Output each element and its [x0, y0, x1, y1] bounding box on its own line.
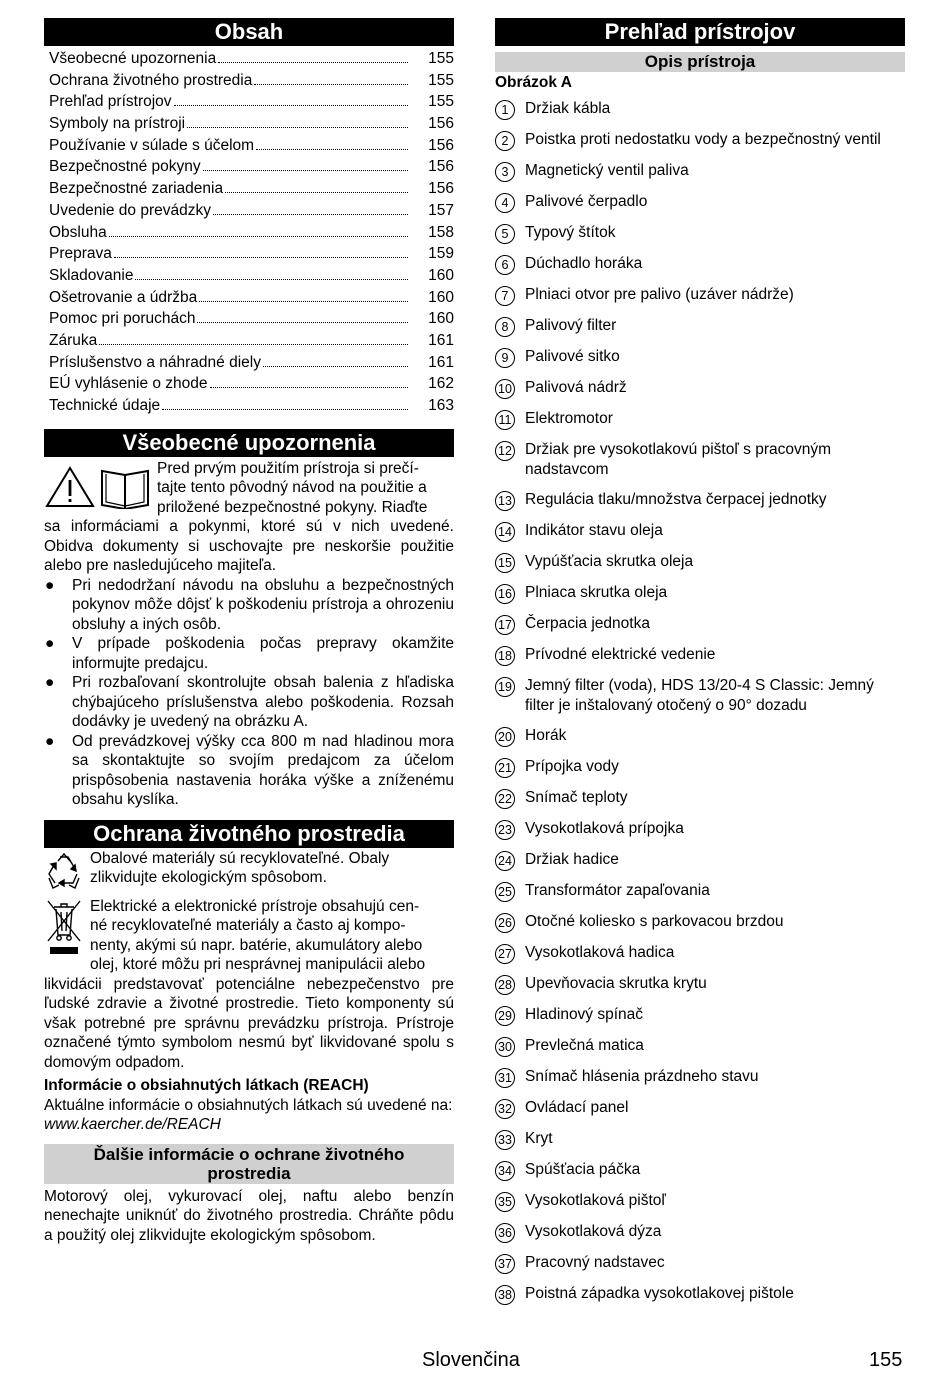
component-item	[495, 347, 905, 368]
toc-item-page: 163	[428, 397, 454, 414]
component-number-badge: 3	[495, 162, 515, 182]
footer-page-number: 155	[869, 1349, 903, 1371]
environment-subheading-line-2: prostredia	[207, 1163, 291, 1183]
component-number-badge: 34	[495, 1161, 515, 1181]
bullet-text: Od prevádzkovej výšky cca 800 m nad hladinou mora sa skontaktujte so svojím predajcom za účelom prispôsobenia nastavenia horáka výške a zníženému obsahu kyslíka.	[72, 732, 454, 809]
weee-line-3: nenty, akými sú napr. batérie, akumulátory alebo	[90, 936, 423, 954]
weee-crossed-bin-icon	[44, 897, 84, 957]
component-label: Elektromotor	[525, 409, 613, 427]
environment-recycle-text: Obalové materiály sú recyklovateľné. Obaly zlikvidujte ekologickým spôsobom.	[90, 849, 390, 887]
general-intro-line-1: Pred prvým použitím prístroja si prečí-	[157, 459, 419, 477]
toc-item-label: EÚ vyhlásenie o zhode	[49, 375, 208, 393]
component-item	[495, 583, 905, 604]
reach-text: Aktuálne informácie o obsiahnutých látkach sú uvedené na:	[44, 1096, 453, 1114]
component-item	[495, 490, 905, 511]
toc-item[interactable]	[44, 224, 454, 246]
manual-book-icon	[102, 471, 148, 509]
component-label: Držiak pre vysokotlakovú pištoľ s pracovným nadstavcom	[525, 440, 832, 478]
component-item	[495, 316, 905, 337]
component-item	[495, 1284, 905, 1305]
toc-item-page: 160	[428, 310, 454, 328]
toc-item[interactable]	[44, 245, 454, 267]
recycle-icon	[44, 852, 84, 890]
toc-leader-dots	[256, 149, 408, 150]
toc-leader-dots	[203, 170, 408, 171]
toc-item-label: Symboly na prístroji	[49, 115, 186, 133]
toc-item[interactable]	[44, 72, 454, 94]
toc-leader-dots	[218, 62, 408, 63]
component-item	[495, 819, 905, 840]
component-item	[495, 1005, 905, 1026]
component-item	[495, 99, 905, 120]
toc-item-page: 159	[428, 245, 454, 263]
component-number-badge: 37	[495, 1254, 515, 1274]
toc-list	[44, 50, 454, 419]
component-label: Držiak kábla	[525, 99, 611, 117]
bullet-text: V prípade poškodenia počas prepravy okamžite informujte predajcu.	[72, 635, 454, 672]
toc-item-label: Obsluha	[49, 223, 107, 241]
component-number-badge: 35	[495, 1192, 515, 1212]
toc-item-label: Prehľad prístrojov	[49, 93, 172, 111]
weee-rest-text: likvidácii predstavovať potenciálne nebezpečenstvo pre ľudské zdravie a životné prostredie. Tieto komponenty sú však potrebné pre správnu prevádzku prístroja. Prístroje označené týmto symbolom nesmú byť likvidované spolu s domovým odpadom.	[44, 975, 454, 1071]
component-number-badge: 18	[495, 646, 515, 666]
component-label: Spúšťacia páčka	[525, 1160, 641, 1178]
component-number-badge: 2	[495, 131, 515, 151]
bullet-icon: ●	[45, 732, 55, 750]
reach-link[interactable]: www.kaercher.de/REACH	[44, 1116, 221, 1134]
component-number-badge: 1	[495, 100, 515, 120]
footer-language: Slovenčina	[422, 1349, 520, 1371]
component-number-badge: 16	[495, 584, 515, 604]
component-label: Poistka proti nedostatku vody a bezpečnostný ventil	[525, 130, 881, 148]
toc-item-label: Bezpečnostné pokyny	[49, 158, 201, 176]
toc-item-page: 162	[428, 375, 454, 393]
toc-leader-dots	[199, 301, 408, 302]
component-number-badge: 5	[495, 224, 515, 244]
environment-section	[44, 849, 454, 1246]
toc-item[interactable]	[44, 397, 454, 419]
component-item	[495, 645, 905, 666]
component-item	[495, 552, 905, 573]
toc-leader-dots	[197, 322, 408, 323]
general-intro-line-2: tajte tento pôvodný návod na použitie a	[157, 479, 427, 497]
component-label: Čerpacia jednotka	[525, 614, 650, 632]
toc-item-label: Záruka	[49, 331, 98, 349]
component-label: Palivové čerpadlo	[525, 192, 648, 210]
warning-triangle-icon	[44, 465, 152, 509]
toc-item-label: Skladovanie	[49, 266, 134, 284]
component-number-badge: 17	[495, 615, 515, 635]
toc-leader-dots	[187, 127, 408, 128]
toc-item-label: Všeobecné upozornenia	[49, 50, 217, 67]
component-number-badge: 11	[495, 410, 515, 430]
toc-item-page: 155	[428, 93, 454, 111]
component-item	[495, 254, 905, 275]
toc-item-page: 156	[428, 180, 454, 198]
bullet-item	[44, 576, 454, 635]
toc-item[interactable]	[44, 267, 454, 289]
left-column	[44, 18, 454, 1245]
component-label: Horák	[525, 726, 567, 744]
bullet-icon: ●	[45, 635, 55, 653]
toc-item-label: Technické údaje	[49, 397, 161, 414]
bullet-icon: ●	[45, 674, 55, 692]
component-number-badge: 22	[495, 789, 515, 809]
component-number-badge: 32	[495, 1099, 515, 1119]
toc-item-page: 155	[428, 71, 454, 89]
toc-leader-dots	[99, 344, 408, 345]
component-number-badge: 36	[495, 1223, 515, 1243]
toc-item-page: 161	[428, 331, 454, 349]
toc-item-label: Preprava	[49, 245, 112, 263]
toc-item-page: 157	[428, 201, 454, 219]
component-label: Vypúšťacia skrutka oleja	[525, 552, 694, 570]
toc-leader-dots	[254, 84, 408, 85]
component-item	[495, 1036, 905, 1057]
component-list	[495, 99, 905, 1305]
component-item	[495, 192, 905, 213]
component-item	[495, 161, 905, 182]
component-item	[495, 614, 905, 635]
environment-subheading	[44, 1144, 454, 1184]
component-item	[495, 130, 905, 151]
toc-item[interactable]	[44, 158, 454, 180]
component-item	[495, 1129, 905, 1150]
component-label: Ovládací panel	[525, 1098, 629, 1116]
general-intro-rest: sa informáciami a pokynmi, ktoré sú v nich uvedené. Obidva dokumenty si uschovajte pre neskoršie použitie alebo pre nasledujúceho majiteľa.	[44, 518, 454, 575]
component-item	[495, 223, 905, 244]
environment-subheading-line-1: Ďalšie informácie o ochrane životného	[93, 1144, 405, 1164]
toc-item-label: Príslušenstvo a náhradné diely	[49, 353, 261, 371]
component-number-badge: 26	[495, 913, 515, 933]
bullet-text: Pri rozbaľovaní skontrolujte obsah balenia z hľadiska chýbajúceho príslušenstva alebo poškodenia. Rozsah dodávky je uvedený na obrázku A.	[72, 674, 454, 731]
overview-subheading: Opis prístroja	[495, 52, 905, 72]
toc-leader-dots	[135, 279, 408, 280]
component-number-badge: 24	[495, 851, 515, 871]
component-item	[495, 726, 905, 747]
component-label: Regulácia tlaku/množstva čerpacej jednotky	[525, 490, 827, 508]
component-label: Vysokotlaková prípojka	[525, 819, 684, 837]
general-intro-line-3: priložené bezpečnostné pokyny. Riaďte	[157, 498, 428, 516]
toc-item-page: 155	[428, 50, 454, 67]
component-number-badge: 28	[495, 975, 515, 995]
component-number-badge: 20	[495, 727, 515, 747]
component-label: Prívodné elektrické vedenie	[525, 645, 716, 663]
component-item	[495, 378, 905, 399]
component-item	[495, 943, 905, 964]
toc-leader-dots	[174, 105, 408, 106]
component-item	[495, 1253, 905, 1274]
component-label: Snímač hlásenia prázdneho stavu	[525, 1067, 759, 1085]
component-number-badge: 12	[495, 441, 515, 461]
component-label: Magnetický ventil paliva	[525, 161, 689, 179]
component-label: Hladinový spínač	[525, 1005, 644, 1023]
component-item	[495, 676, 905, 716]
toc-leader-dots	[263, 366, 408, 367]
reach-paragraph	[44, 1096, 454, 1135]
component-number-badge: 29	[495, 1006, 515, 1026]
toc-item-label: Ošetrovanie a údržba	[49, 288, 198, 306]
toc-item[interactable]	[44, 202, 454, 224]
toc-leader-dots	[213, 214, 408, 215]
environment-sub-text: Motorový olej, vykurovací olej, naftu alebo benzín nenechajte uniknúť do životného prostredia. Chráňte pôdu a použitý olej zlikvidujte ekologickým spôsobom.	[44, 1187, 454, 1244]
component-item	[495, 440, 905, 480]
toc-item[interactable]	[44, 50, 454, 72]
toc-item[interactable]	[44, 93, 454, 115]
bullet-text: Pri nedodržaní návodu na obsluhu a bezpečnostných pokynov môže dôjsť k poškodeniu prístroja a ohrozeniu obsluhy a iných osôb.	[72, 576, 454, 633]
component-number-badge: 31	[495, 1068, 515, 1088]
component-label: Snímač teploty	[525, 788, 628, 806]
component-item	[495, 1067, 905, 1088]
component-label: Transformátor zapaľovania	[525, 881, 710, 899]
overview-heading: Prehľad prístrojov	[495, 18, 905, 46]
component-label: Dúchadlo horáka	[525, 254, 643, 272]
reach-title: Informácie o obsiahnutých látkach (REACH)	[44, 1077, 369, 1095]
weee-line-4: olej, ktoré môžu pri nesprávnej manipulácii alebo	[90, 956, 426, 974]
component-number-badge: 21	[495, 758, 515, 778]
component-label: Indikátor stavu oleja	[525, 521, 663, 539]
bullet-item	[44, 732, 454, 810]
component-number-badge: 6	[495, 255, 515, 275]
component-label: Palivové sitko	[525, 347, 620, 365]
component-label: Poistná západka vysokotlakovej pištole	[525, 1284, 794, 1302]
bullet-item	[44, 673, 454, 732]
environment-heading: Ochrana životného prostredia	[44, 820, 454, 848]
toc-item[interactable]	[44, 332, 454, 354]
component-label: Pracovný nadstavec	[525, 1253, 665, 1271]
component-label: Otočné koliesko s parkovacou brzdou	[525, 912, 784, 930]
component-label: Typový štítok	[525, 223, 616, 241]
component-number-badge: 19	[495, 677, 515, 697]
right-column	[495, 18, 905, 1315]
component-item	[495, 788, 905, 809]
toc-item-page: 160	[428, 266, 454, 284]
bullet-icon: ●	[45, 576, 55, 594]
component-label: Držiak hadice	[525, 850, 619, 868]
component-number-badge: 14	[495, 522, 515, 542]
component-number-badge: 27	[495, 944, 515, 964]
general-bullet-list	[44, 576, 454, 810]
component-number-badge: 7	[495, 286, 515, 306]
toc-item[interactable]	[44, 354, 454, 376]
component-item	[495, 1222, 905, 1243]
toc-item-label: Uvedenie do prevádzky	[49, 201, 211, 219]
toc-item-label: Bezpečnostné zariadenia	[49, 180, 224, 198]
component-number-badge: 13	[495, 491, 515, 511]
weee-line-1: Elektrické a elektronické prístroje obsahujú cen-	[90, 897, 420, 915]
component-number-badge: 15	[495, 553, 515, 573]
toc-item[interactable]	[44, 310, 454, 332]
toc-leader-dots	[109, 236, 408, 237]
component-number-badge: 23	[495, 820, 515, 840]
component-item	[495, 521, 905, 542]
toc-item-label: Ochrana životného prostredia	[49, 71, 253, 89]
toc-leader-dots	[162, 409, 408, 410]
component-label: Plniaca skrutka oleja	[525, 583, 668, 601]
toc-leader-dots	[225, 192, 408, 193]
toc-leader-dots	[210, 387, 408, 388]
component-label: Plniaci otvor pre palivo (uzáver nádrže)	[525, 285, 794, 303]
component-item	[495, 1160, 905, 1181]
component-label: Vysokotlaková dýza	[525, 1222, 662, 1240]
component-item	[495, 912, 905, 933]
toc-item[interactable]	[44, 180, 454, 202]
toc-item-label: Používanie v súlade s účelom	[49, 136, 255, 154]
toc-item-page: 158	[428, 223, 454, 241]
component-item	[495, 1191, 905, 1212]
component-item	[495, 409, 905, 430]
component-item	[495, 757, 905, 778]
toc-item-page: 156	[428, 158, 454, 176]
general-heading: Všeobecné upozornenia	[44, 429, 454, 457]
toc-item-page: 156	[428, 136, 454, 154]
weee-line-2: né recyklovateľné materiály a často aj kompo-	[90, 917, 406, 935]
component-number-badge: 30	[495, 1037, 515, 1057]
general-section	[44, 459, 454, 810]
component-label: Palivová nádrž	[525, 378, 627, 396]
component-item	[495, 881, 905, 902]
toc-item[interactable]	[44, 289, 454, 311]
component-item	[495, 850, 905, 871]
toc-item-page: 160	[428, 288, 454, 306]
toc-item[interactable]	[44, 137, 454, 159]
toc-heading: Obsah	[44, 18, 454, 46]
component-label: Palivový filter	[525, 316, 617, 334]
component-label: Vysokotlaková hadica	[525, 943, 675, 961]
component-item	[495, 285, 905, 306]
toc-item[interactable]	[44, 375, 454, 397]
component-label: Upevňovacia skrutka krytu	[525, 974, 707, 992]
figure-label: Obrázok A	[495, 74, 572, 91]
component-number-badge: 33	[495, 1130, 515, 1150]
toc-item-page: 156	[428, 115, 454, 133]
component-number-badge: 38	[495, 1285, 515, 1305]
toc-item[interactable]	[44, 115, 454, 137]
toc-leader-dots	[114, 257, 408, 258]
component-item	[495, 974, 905, 995]
toc-item-page: 161	[428, 353, 454, 371]
component-label: Prevlečná matica	[525, 1036, 644, 1054]
component-number-badge: 8	[495, 317, 515, 337]
warning-and-manual-icons	[44, 459, 157, 518]
component-number-badge: 9	[495, 348, 515, 368]
component-label: Vysokotlaková pištoľ	[525, 1191, 666, 1209]
component-number-badge: 4	[495, 193, 515, 213]
component-item	[495, 1098, 905, 1119]
component-number-badge: 10	[495, 379, 515, 399]
bullet-item	[44, 634, 454, 673]
component-number-badge: 25	[495, 882, 515, 902]
component-label: Kryt	[525, 1129, 553, 1147]
component-label: Jemný filter (voda), HDS 13/20-4 S Classic: Jemný filter je inštalovaný otočený o 90° dozadu	[525, 676, 874, 714]
component-label: Prípojka vody	[525, 757, 619, 775]
toc-item-label: Pomoc pri poruchách	[49, 310, 196, 328]
